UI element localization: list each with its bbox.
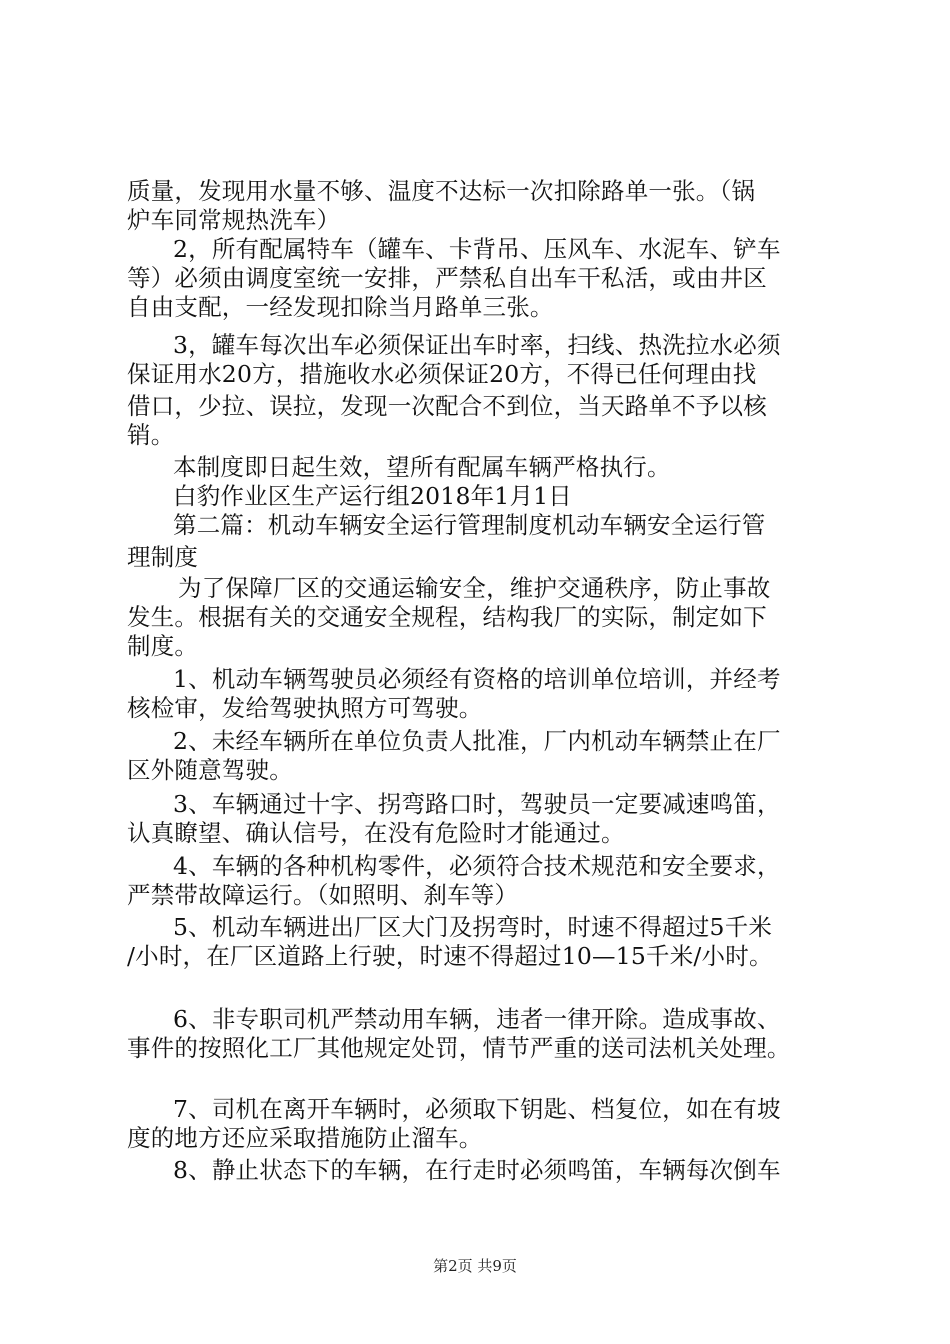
text-line: 4、车辆的各种机构零件，必须符合技术规范和安全要求， (173, 852, 781, 880)
text-line: 自由支配，一经发现扣除当月路单三张。 (127, 293, 554, 321)
text-line: 本制度即日起生效，望所有配属车辆严格执行。 (173, 453, 671, 481)
text-line: 2，所有配属特车（罐车、卡背吊、压风车、水泥车、铲车 (173, 235, 781, 263)
text-line: 为了保障厂区的交通运输安全，维护交通秩序，防止事故 (178, 574, 771, 602)
text-line: 等）必须由调度室统一安排，严禁私自出车干私活，或由井区 (127, 264, 767, 292)
text-line: 事件的按照化工厂其他规定处罚，情节严重的送司法机关处理。 (127, 1034, 791, 1062)
text-line: 度的地方还应采取措施防止溜车。 (127, 1124, 483, 1152)
text-line: 核检审，发给驾驶执照方可驾驶。 (127, 694, 483, 722)
text-line: 销。 (127, 421, 175, 449)
text-line: 保证用水20方，措施收水必须保证20方，不得已任何理由找 (127, 360, 757, 388)
text-line: 5、机动车辆进出厂区大门及拐弯时，时速不得超过5千米 (173, 913, 773, 941)
text-line: 白豹作业区生产运行组2018年1月1日 (173, 482, 573, 510)
text-line: 质量，发现用水量不够、温度不达标一次扣除路单一张。（锅 (127, 177, 756, 205)
text-line: 炉车同常规热洗车） (127, 206, 341, 234)
text-line: 2、未经车辆所在单位负责人批准，厂内机动车辆禁止在厂 (173, 727, 781, 755)
text-line: 6、非专职司机严禁动用车辆，违者一律开除。造成事故、 (173, 1005, 781, 1033)
text-line: /小时，在厂区道路上行驶，时速不得超过10—15千米/小时。 (127, 942, 773, 970)
section-heading: 理制度 (127, 543, 199, 571)
text-line: 认真瞭望、确认信号，在没有危险时才能通过。 (127, 819, 625, 847)
text-line: 8、静止状态下的车辆，在行走时必须鸣笛，车辆每次倒车 (173, 1156, 781, 1184)
text-line: 区外随意驾驶。 (127, 756, 293, 784)
text-line: 借口，少拉、误拉，发现一次配合不到位，当天路单不予以核 (127, 392, 767, 420)
text-line: 制度。 (127, 632, 199, 660)
text-line: 3、车辆通过十字、拐弯路口时，驾驶员一定要减速鸣笛， (173, 790, 781, 818)
section-heading: 第二篇：机动车辆安全运行管理制度机动车辆安全运行管 (173, 511, 766, 539)
page-footer: 第2页 共9页 (433, 1257, 517, 1275)
text-line: 7、司机在离开车辆时，必须取下钥匙、档复位，如在有坡 (173, 1095, 781, 1123)
text-line: 3，罐车每次出车必须保证出车时率，扫线、热洗拉水必须 (173, 331, 781, 359)
text-line: 发生。根据有关的交通安全规程，结构我厂的实际，制定如下 (127, 603, 767, 631)
text-line: 严禁带故障运行。（如照明、刹车等） (127, 881, 519, 909)
text-line: 1、机动车辆驾驶员必须经有资格的培训单位培训，并经考 (173, 665, 781, 693)
